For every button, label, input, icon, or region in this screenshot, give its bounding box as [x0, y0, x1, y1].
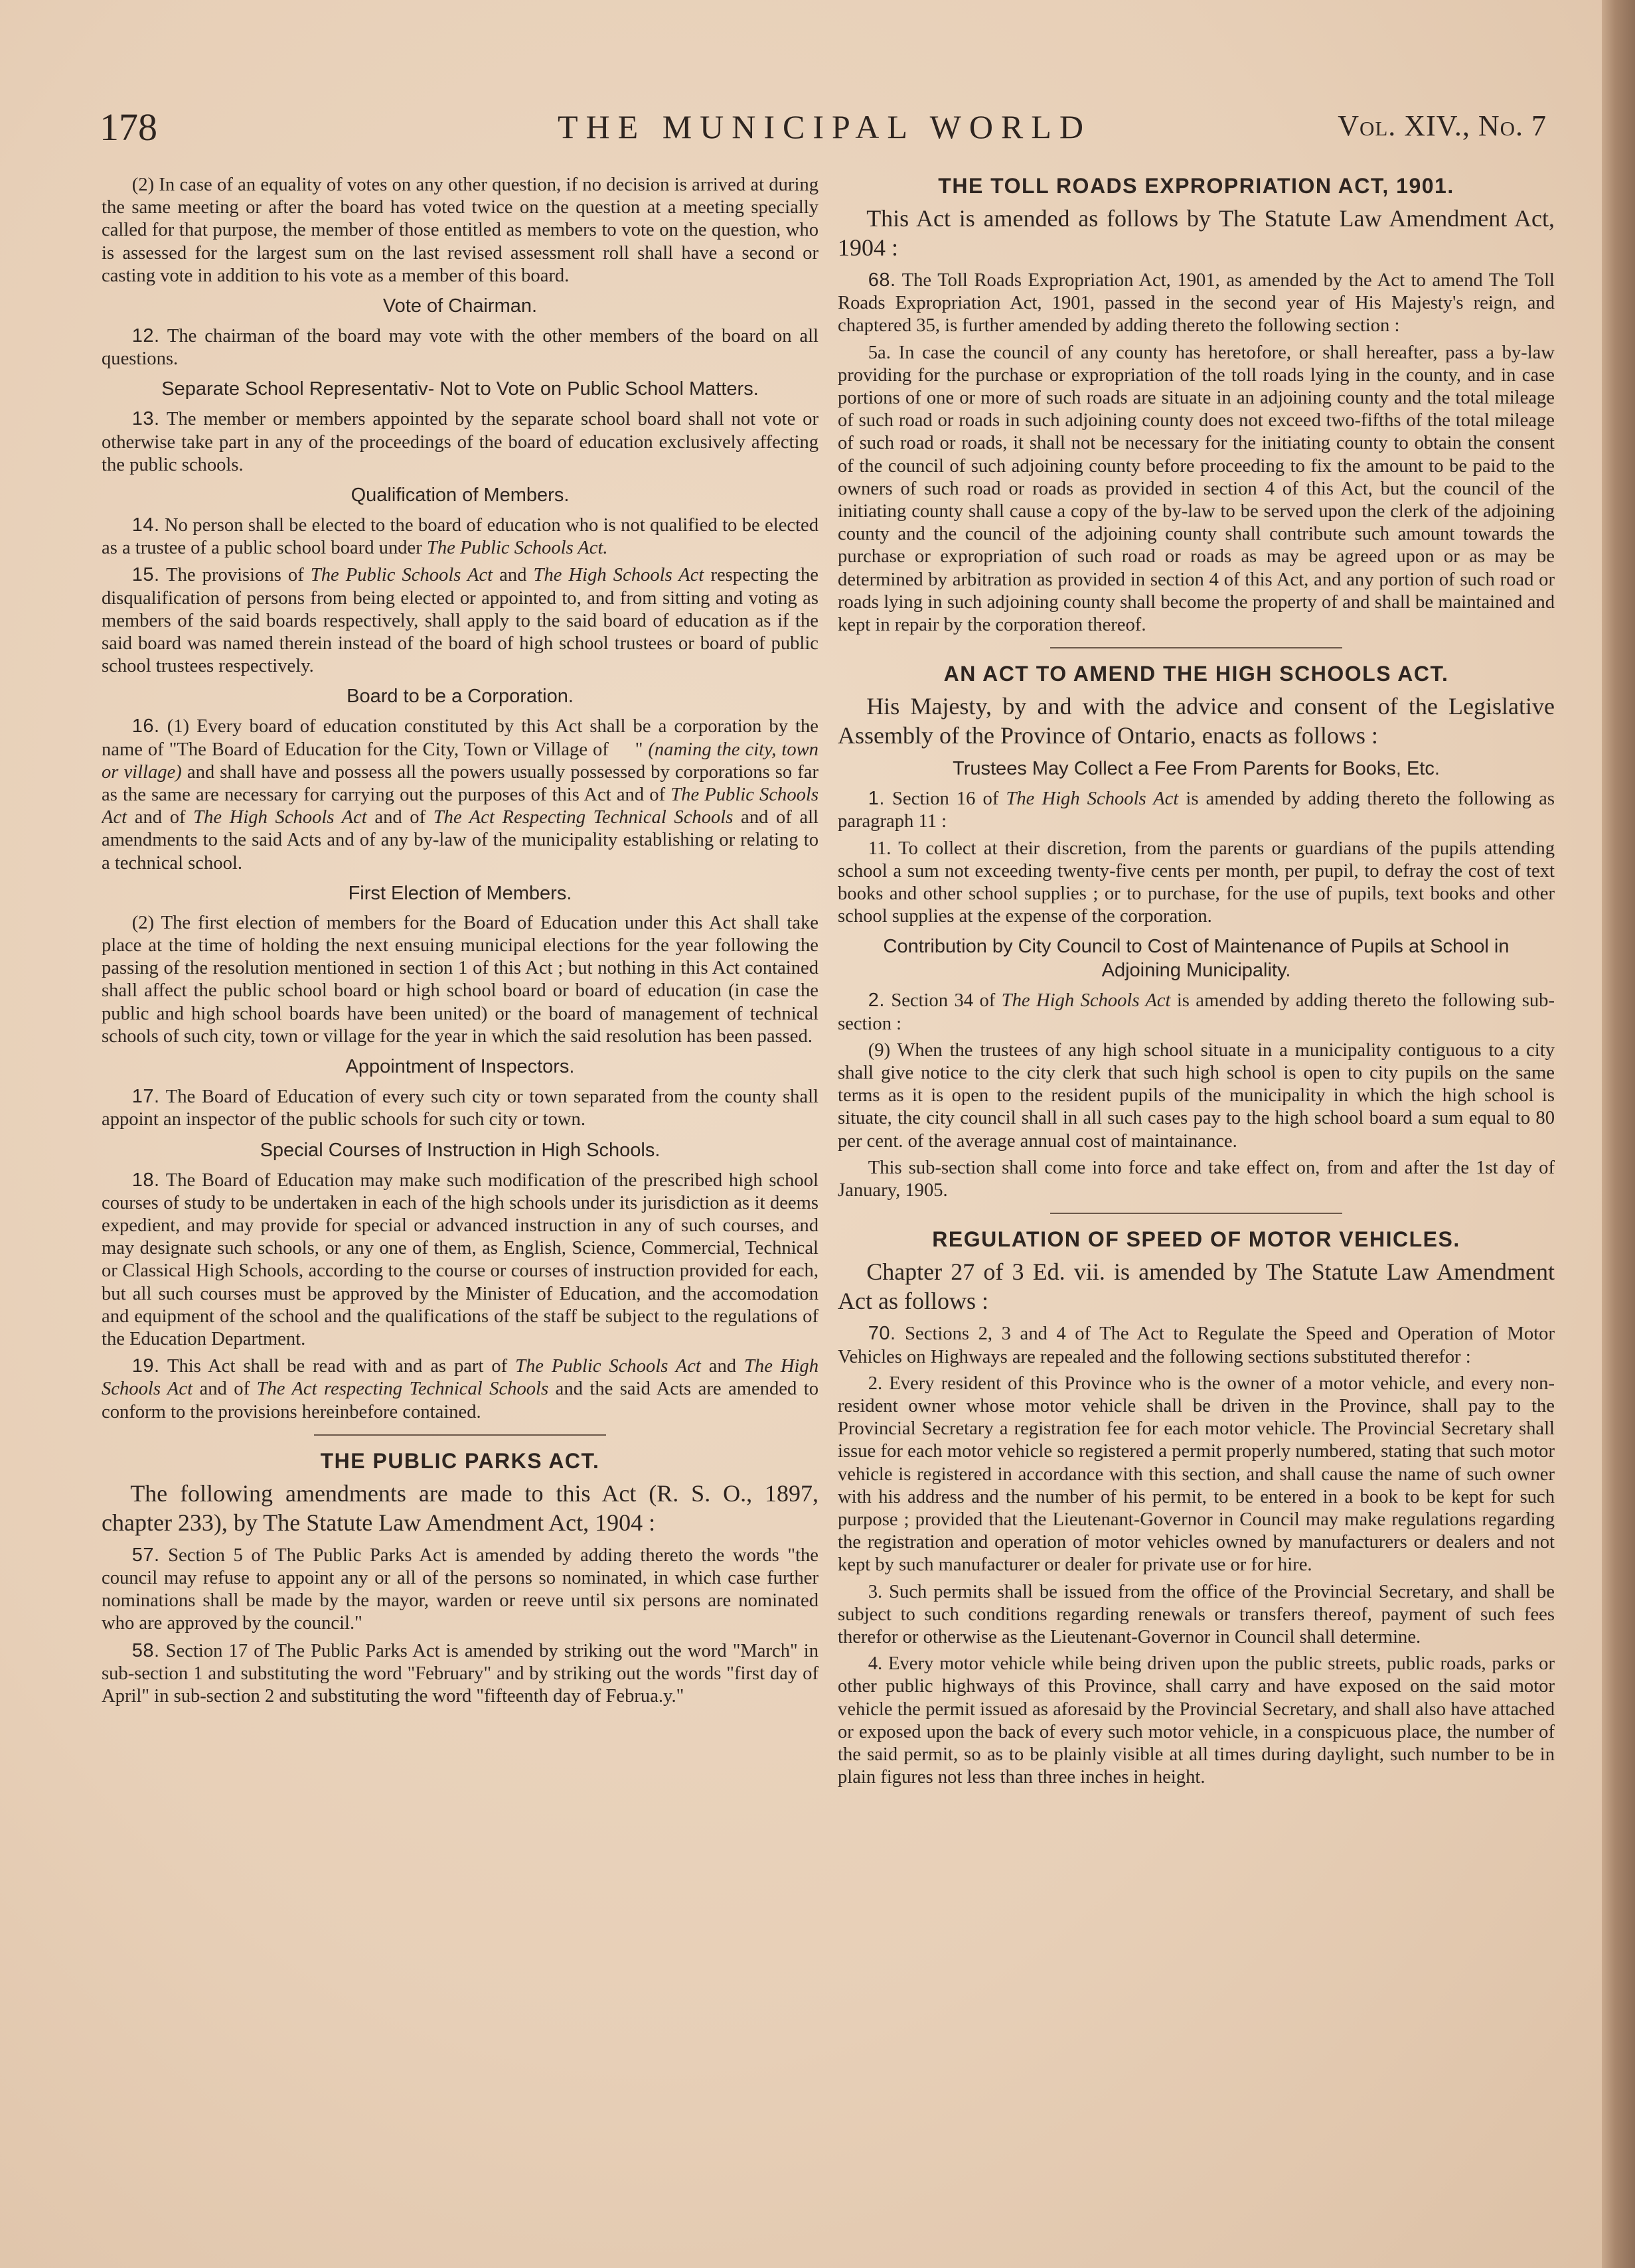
heading-first-election: First Election of Members.	[348, 882, 572, 904]
section-13: 13. The member or members appointed by the separate school board shall not vote or otherwise take part in any of the proceedings of the board of education exclusively affecting the public schools.	[102, 408, 818, 475]
motor-lead: Chapter 27 of 3 Ed. vii. is amended by The Statute Law Amendment Act as follows :	[838, 1258, 1555, 1315]
paragraph-first-election: (2) The first election of members for the Board of Education under this Act shall take place at the time of holding the next ensuing municipal elections for the year following the passing of the resolution mentioned in section 1 of this Act ; but nothing in this Act contained shall affect the public school board or high school board or board of education (in case the public and high school boards have been united) or the board of management of technical schools of such city, town or village for the year in which the said resolution has been passed.	[102, 912, 818, 1047]
paragraph-11: 11. To collect at their discretion, from the parents or guardians of the pupils attending school a sum not exceeding twenty-five cents per month, per pupil, to defray the cost of text books and other school supplies ; or to purchase, for the use of pupils, text books and other school supplies at the expense of the corporation.	[838, 838, 1555, 927]
section-number: 12.	[131, 325, 160, 347]
heading-separate-school: Separate School Representativ- Not to Vote on Public School Matters.	[161, 378, 759, 400]
parks-lead: The following amendments are made to this Act (R. S. O., 1897, chapter 233), by The Statute Law Amendment Act, 1904 :	[102, 1479, 818, 1536]
section-2: 2. Section 34 of The High Schools Act is amended by adding thereto the following sub-section :	[838, 990, 1555, 1034]
heading-inspectors: Appointment of Inspectors.	[345, 1056, 575, 1078]
paragraph-motor-2: 2. Every resident of this Province who is the owner of a motor vehicle, and every non-resident owner whose motor vehicle shall be driven in the Province, shall pay to the Provincial Secretary a registration fee for each motor vehicle. The Provincial Secretary shall issue for each motor vehicle so registered a permit properly numbered, stating that such motor vehicle is registered in accordance with this section, and shall cause the name of such owner with his address and the number of his permit, to be entered in a book to be kept for such purpose ; provided that the Lieutenant-Governor in Council may make regulations regarding the registration and operation of motor vehicles owned by manufacturers or dealers and not kept by such manufacturer or dealer for private use or for hire.	[838, 1373, 1555, 1576]
section-number: 16.	[131, 716, 160, 737]
heading-trustees-fee: Trustees May Collect a Fee From Parents for Books, Etc.	[953, 758, 1440, 780]
heading-vote-of-chairman: Vote of Chairman.	[382, 295, 538, 317]
paragraph-5a: 5a. In case the council of any county has heretofore, or shall hereafter, pass a by-law providing for the purchase or expropriation of the toll roads lying in the county, and in case portions of one or more of such roads are situate in an adjoining county and the total mileage of such road or roads in such adjoining county does not exceed two-fifths of the total mileage of such road or roads, it shall not be necessary for the initiating county to obtain the consent of the council of such adjoining county before proceeding to fix the amount to be paid to the owners of such road or roads as provided in section 4 of this Act, but the council of the initiating county shall cause a copy of the by-law to be served upon the clerk of the adjoining county and the council of the adjoining county shall contribute such amount towards the purchase or expropriation of such road or roads as may be agreed upon or as may be determined by arbitration as provided in section 4 of this Act, and any portion of such road or roads lying in such adjoining county shall become the property of and shall be maintained and kept in repair by the corporation thereof.	[838, 342, 1555, 636]
section-number: 18.	[131, 1169, 160, 1191]
section-17: 17. The Board of Education of every such city or town separated from the county shall appoint an inspector of the public schools for such city or town.	[102, 1086, 818, 1130]
section-number: 68.	[868, 269, 896, 291]
section-16: 16. (1) Every board of education constituted by this Act shall be a corporation by the name of "The Board of Education for the City, Town or Village of " (naming the city, town or village) and shall have and possess all the powers usually possessed by corporations so far as the same are necessary for carrying out the purposes of this Act and of The Public Schools Act and of The High Schools Act and of The Act Respecting Technical Schools and of all amendments to the said Acts and of any by-law of the municipality establishing or relating to a technical school.	[102, 716, 818, 873]
section-14: 14. No person shall be elected to the board of education who is not qualified to be elected as a trustee of a public school board under The Public Schools Act.	[102, 514, 818, 559]
page-header	[100, 105, 1547, 151]
page-number: 178	[100, 106, 157, 149]
section-19: 19. This Act shall be read with and as part of The Public Schools Act and The High Schools Act and of The Act respecting Technical Schools and the said Acts are amended to conform to the provisions hereinbefore contained.	[102, 1355, 818, 1422]
heading-special-courses: Special Courses of Instruction in High Schools.	[260, 1139, 661, 1161]
section-number: 2.	[868, 990, 885, 1012]
page-edge-shadow	[1602, 0, 1635, 2268]
section-68: 68. The Toll Roads Expropriation Act, 1901, as amended by the Act to amend The Toll Roads Expropriation Act, 1901, passed in the second year of His Majesty's reign, and chaptered 35, is further amended by adding thereto the following section :	[838, 269, 1555, 337]
heading-high-schools-act: AN ACT TO AMEND THE HIGH SCHOOLS ACT.	[943, 662, 1449, 686]
section-15: 15. The provisions of The Public Schools Act and The High Schools Act respecting the disqualification of persons from being elected or appointed to, and from sitting and voting as members of the said boards respectively, shall apply to the said board of education as if the said board was named therein instead of the board of high school trustees or board of public school trustees respectively.	[102, 564, 818, 677]
toll-lead: This Act is amended as follows by The Statute Law Amendment Act, 1904 :	[838, 205, 1555, 261]
paragraph-motor-3: 3. Such permits shall be issued from the office of the Provincial Secretary, and shall be subject to such conditions regarding renewals or transfers thereof, payment of such fees therefor or otherwise as the Lieutenant-Governor in Council shall determine.	[838, 1581, 1555, 1647]
heading-qualification: Qualification of Members.	[350, 485, 570, 506]
section-divider	[1050, 647, 1342, 648]
section-18: 18. The Board of Education may make such modification of the prescribed high school courses of study to be undertaken in each of the high schools under its jurisdiction as it deems expedient, and may provide for special or advanced instruction in any of such courses, and may designate such schools, or any one of them, as English, Science, Commercial, Technical or Classical High Schools, according to the course or courses of instruction provided for each, but all such courses must be approved by the Minister of Education, and the accomodation and equipment of the school and the qualifications of the staff be subject to the regulations of the Education Department.	[102, 1169, 818, 1349]
heading-contribution: Contribution by City Council to Cost of Maintenance of Pupils at School in Adjoining Municipality.	[883, 936, 1510, 982]
paragraph-motor-4: 4. Every motor vehicle while being driven upon the public streets, public roads, parks or other public highways of this Province, shall carry and have exposed on the said motor vehicle the permit issued as aforesaid by the Provincial Secretary, and shall also have attached or exposed upon the back of every such motor vehicle, in a conspicuous place, the number of the said permit, so as to be plainly visible at all times during daylight, such number to be in plain figures not less than three inches in height.	[838, 1653, 1555, 1788]
section-1: 1. Section 16 of The High Schools Act is amended by adding thereto the following as paragraph 11 :	[838, 788, 1555, 832]
section-70: 70. Sections 2, 3 and 4 of The Act to Regulate the Speed and Operation of Motor Vehicles on Highways are repealed and the following sections substituted therefor :	[838, 1323, 1555, 1367]
section-57: 57. Section 5 of The Public Parks Act is amended by adding thereto the words "the council may refuse to appoint any or all of the persons so nominated, in which case further nominations shall be made by the mayor, warden or reeve until six persons are nominated who are approved by the council."	[102, 1544, 818, 1634]
section-number: 15.	[131, 564, 160, 586]
section-number: 13.	[131, 408, 160, 430]
paragraph-equality-votes: (2) In case of an equality of votes on any other question, if no decision is arrived at during the same meeting or after the board has voted twice on the question at a meeting specially called for that purpose, the member of those entitled as members to vote on the question, who is assessed for the largest sum on the last revised assessment roll shall have a second or casting vote in addition to his vote as a member of this board.	[102, 175, 818, 286]
heading-corporation: Board to be a Corporation.	[347, 686, 574, 708]
heading-motor-vehicles: REGULATION OF SPEED OF MOTOR VEHICLES.	[932, 1227, 1460, 1252]
volume-label: Vol. XIV., No. 7	[1338, 110, 1547, 142]
left-column	[102, 174, 818, 2205]
section-divider	[314, 1434, 606, 1436]
section-divider	[1050, 1213, 1342, 1214]
section-number: 57.	[131, 1544, 160, 1566]
publication-title: THE MUNICIPAL WORLD	[558, 108, 1091, 145]
section-number: 14.	[131, 514, 160, 536]
paragraph-in-force: This sub-section shall come into force and take effect on, from and after the 1st day of January, 1905.	[838, 1157, 1555, 1201]
section-number: 17.	[131, 1086, 160, 1108]
high-lead: His Majesty, by and with the advice and consent of the Legislative Assembly of the Province of Ontario, enacts as follows :	[838, 693, 1555, 749]
right-column	[838, 174, 1555, 2205]
section-number: 1.	[868, 788, 885, 810]
section-number: 19.	[131, 1355, 160, 1377]
paragraph-9: (9) When the trustees of any high school situate in a municipality contiguous to a city shall give notice to the city clerk that such high school is open to city pupils on the same terms as it is open to the resident pupils of the municipality in which the high school is situate, the city council shall in all such cases pay to the high school board a sum equal to 80 per cent. of the average annual cost of maintainance.	[838, 1039, 1555, 1152]
section-number: 58.	[131, 1639, 160, 1661]
heading-public-parks-act: THE PUBLIC PARKS ACT.	[320, 1448, 600, 1473]
section-12: 12. The chairman of the board may vote with the other members of the board on all questions.	[102, 325, 818, 370]
section-number: 70.	[868, 1323, 896, 1345]
section-58: 58. Section 17 of The Public Parks Act is amended by striking out the word "March" in sub-section 1 and substituting the word "February" and by striking out the words "first day of April" in sub-section 2 and substituting the word "fifteenth day of Februa.y."	[102, 1639, 818, 1706]
heading-toll-roads-act: THE TOLL ROADS EXPROPRIATION ACT, 1901.	[938, 174, 1454, 198]
